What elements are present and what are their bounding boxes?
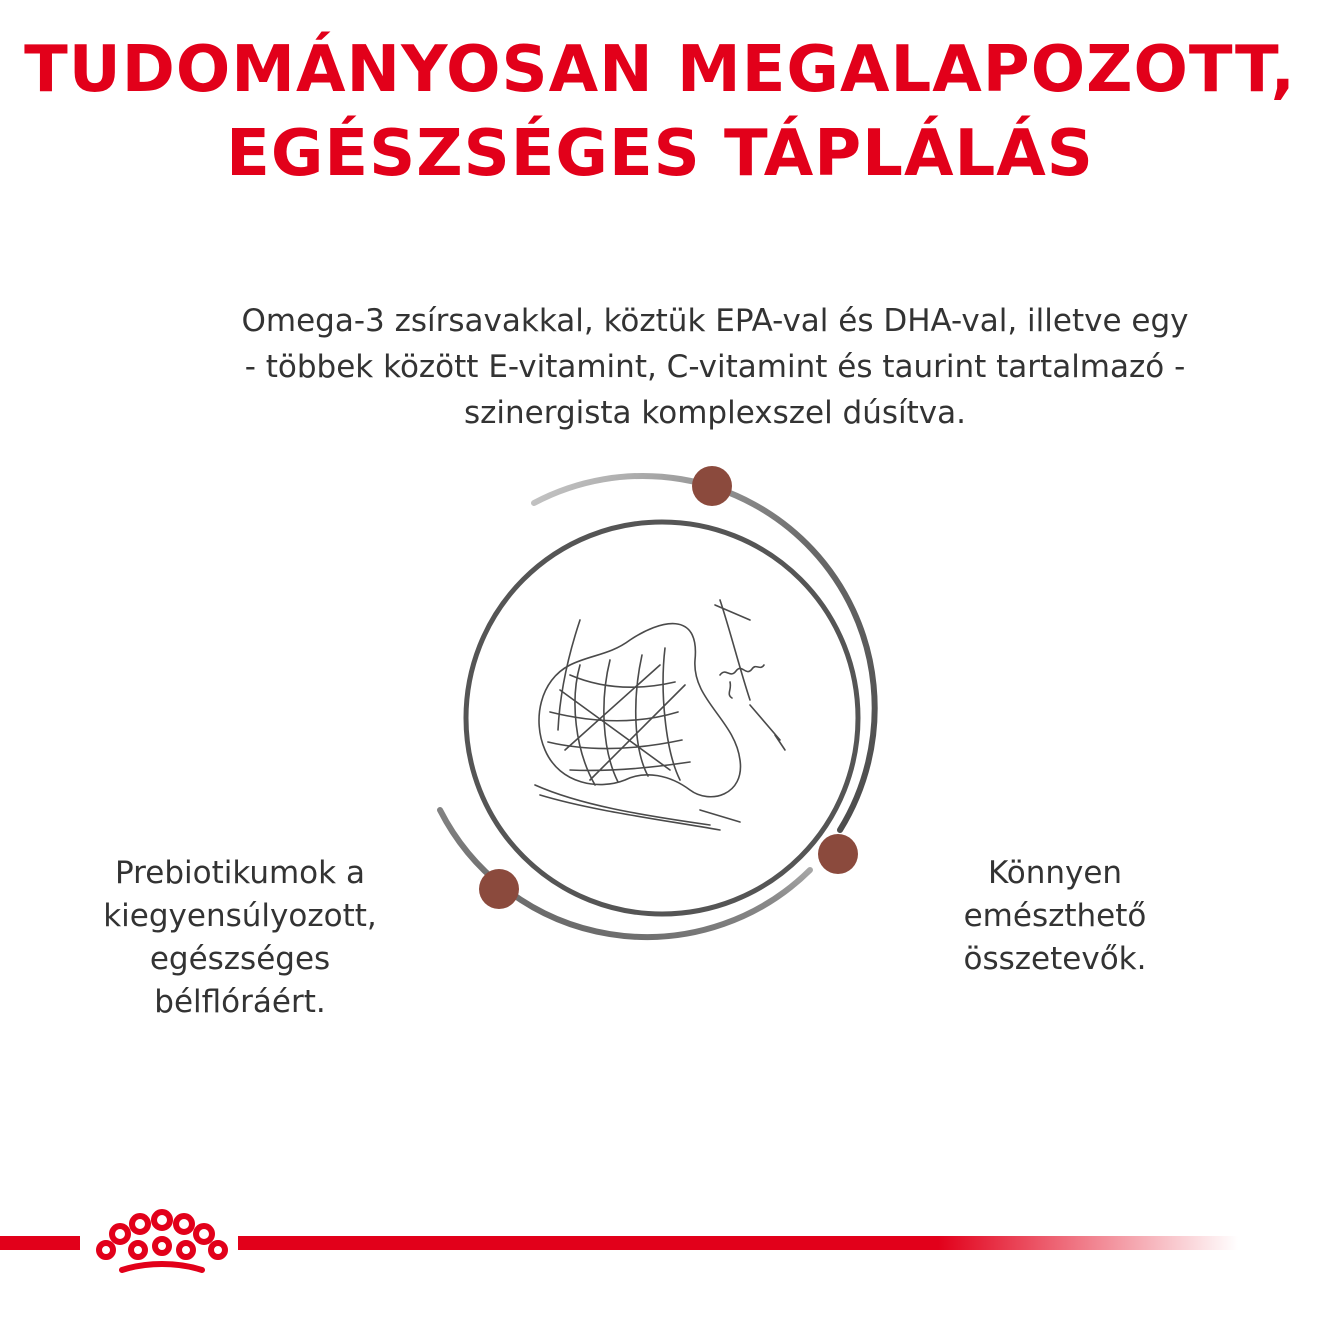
benefit-left-line-2: kiegyensúlyozott,: [103, 898, 377, 934]
benefit-right-line-3: összetevők.: [963, 941, 1147, 977]
benefit-right-line-1: Könnyen: [987, 855, 1123, 891]
intro-text: [160, 298, 1270, 436]
benefit-digestible: [890, 852, 1220, 981]
intro-line-3: szinergista komplexszel dúsítva.: [464, 395, 966, 431]
headline-line-1: TUDOMÁNYOSAN MEGALAPOZOTT,: [24, 33, 1296, 107]
left-dot: [479, 869, 519, 909]
benefit-left-line-3: egészséges: [149, 941, 331, 977]
benefit-left-line-1: Prebiotikumok a: [115, 855, 365, 891]
digestive-organ-sketch-icon: [535, 600, 785, 830]
footer-bar-left: [0, 1236, 80, 1250]
headline: [0, 28, 1320, 196]
inner-ring: [466, 522, 858, 914]
intro-line-2: - többek között E-vitamint, C-vitamint és taurint tartalmazó -: [244, 349, 1186, 385]
top-dot: [692, 466, 732, 506]
royal-canin-crown-logo: [92, 1206, 232, 1286]
headline-line-2: EGÉSZSÉGES TÁPLÁLÁS: [226, 117, 1094, 191]
right-dot: [818, 834, 858, 874]
footer-bar-right: [238, 1236, 1238, 1250]
benefit-prebiotics: [60, 852, 420, 1024]
benefit-diagram: [420, 450, 920, 970]
intro-line-1: Omega-3 zsírsavakkal, köztük EPA-val és DHA-val, illetve egy: [241, 303, 1189, 339]
benefit-right-line-2: emészthető: [963, 898, 1147, 934]
benefit-left-line-4: bélflóráért.: [154, 984, 326, 1020]
